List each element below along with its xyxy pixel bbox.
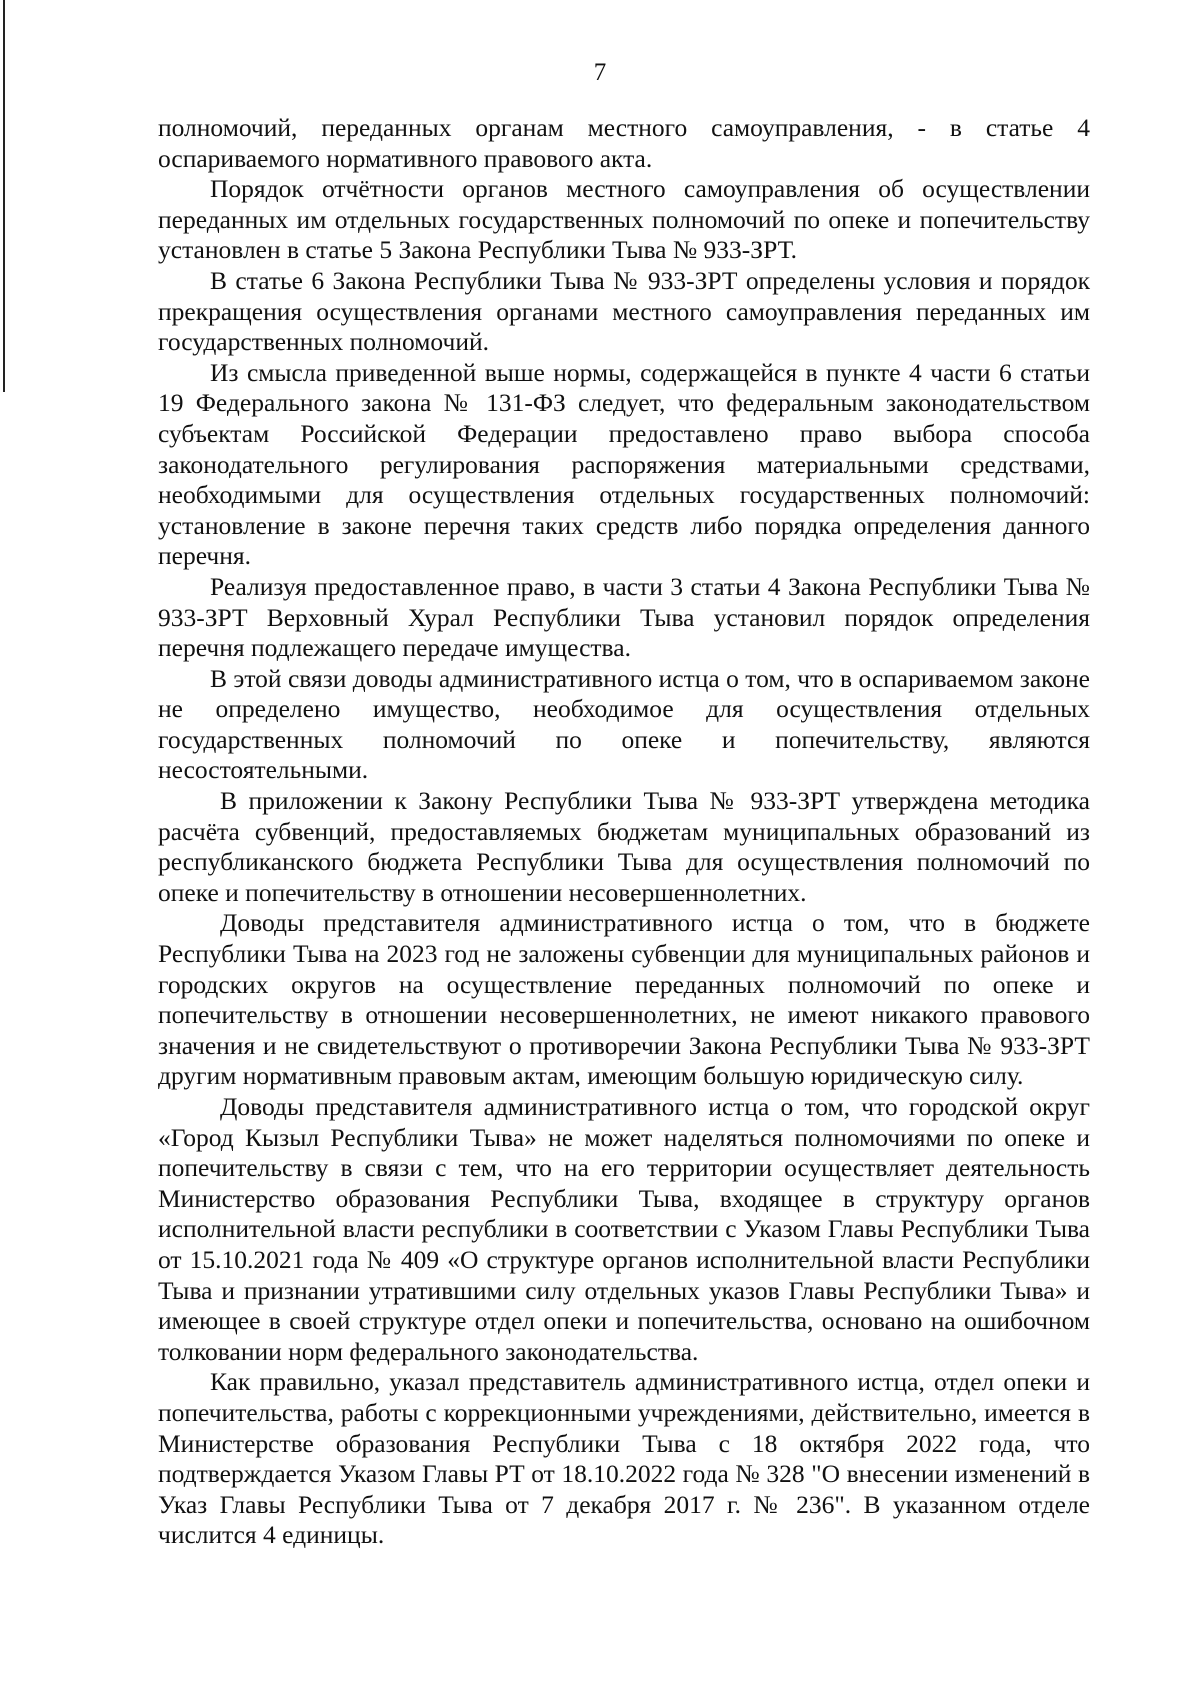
paragraph-7: В приложении к Закону Республики Тыва № 933-ЗРТ утверждена методика расчёта субвенций, предоставляемых бюджетам муниципальных образований из республиканского бюджета Республики Тыва для осуществления полномочий по опеке и попечительству в отношении несовершеннолетних. xyxy=(158,786,1090,907)
paragraph-3: В статье 6 Закона Республики Тыва № 933-ЗРТ определены условия и порядок прекращения осуществления органами местного самоуправления переданных им государственных полномочий. xyxy=(158,265,1090,357)
paragraph-5: Реализуя предоставленное право, в части 3 статьи 4 Закона Республики Тыва № 933-ЗРТ Верховный Хурал Республики Тыва установил порядок определения перечня подлежащего передаче имущества. xyxy=(158,571,1090,663)
paragraph-8: Доводы представителя административного истца о том, что в бюджете Республики Тыва на 2023 год не заложены субвенции для муниципальных районов и городских округов на осуществление переданных полномочий по опеке и попечительству в отношении несовершеннолетних, не имеют никакого правового значения и не свидетельствуют о противоречии Закона Республики Тыва № 933-ЗРТ другим нормативным правовым актам, имеющим большую юридическую силу. xyxy=(158,908,1090,1091)
paragraph-9: Доводы представителя административного истца о том, что городской округ «Город Кызыл Республики Тыва» не может наделяться полномочиями по опеке и попечительству в связи с тем, что на его территории осуществляет деятельность Министерство образования Республики Тыва, входящее в структуру органов исполнительной власти республики в соответствии с Указом Главы Республики Тыва от 15.10.2021 года № 409 «О структуре органов исполнительной власти Республики Тыва и признании утратившими силу отдельных указов Главы Республики Тыва» и имеющее в своей структуре отдел опеки и попечительства, основано на ошибочном толковании норм федерального законодательства. xyxy=(158,1092,1090,1366)
document-body xyxy=(158,113,1090,1551)
page-number: 7 xyxy=(593,59,607,86)
paragraph-2: Порядок отчётности органов местного самоуправления об осуществлении переданных им отдельных государственных полномочий по опеке и попечительству установлен в статье 5 Закона Республики Тыва № 933-ЗРТ. xyxy=(158,174,1090,265)
paragraph-10: Как правильно, указал представитель административного истца, отдел опеки и попечительства, работы с коррекционными учреждениями, действительно, имеется в Министерстве образования Республики Тыва с 18 октября 2022 года, что подтверждается Указом Главы РТ от 18.10.2022 года № 328 "О внесении изменений в Указ Главы Республики Тыва от 7 декабря 2017 г. № 236". В указанном отделе числится 4 единицы. xyxy=(158,1367,1090,1550)
paragraph-4: Из смысла приведенной выше нормы, содержащейся в пункте 4 части 6 статьи 19 Федерального закона № 131-ФЗ следует, что федеральным законодательством субъектам Российской Федерации предоставлено право выбора способа законодательного регулирования распоряжения материальными средствами, необходимыми для осуществления отдельных государственных полномочий: установление в законе перечня таких средств либо порядка определения данного перечня. xyxy=(158,357,1090,571)
paragraph-1: полномочий, переданных органам местного самоуправления, - в статье 4 оспариваемого нормативного правового акта. xyxy=(158,113,1090,173)
paragraph-6: В этой связи доводы административного истца о том, что в оспариваемом законе не определено имущество, необходимое для осуществления отдельных государственных полномочий по опеке и попечительству, являются несостоятельными. xyxy=(158,663,1090,785)
